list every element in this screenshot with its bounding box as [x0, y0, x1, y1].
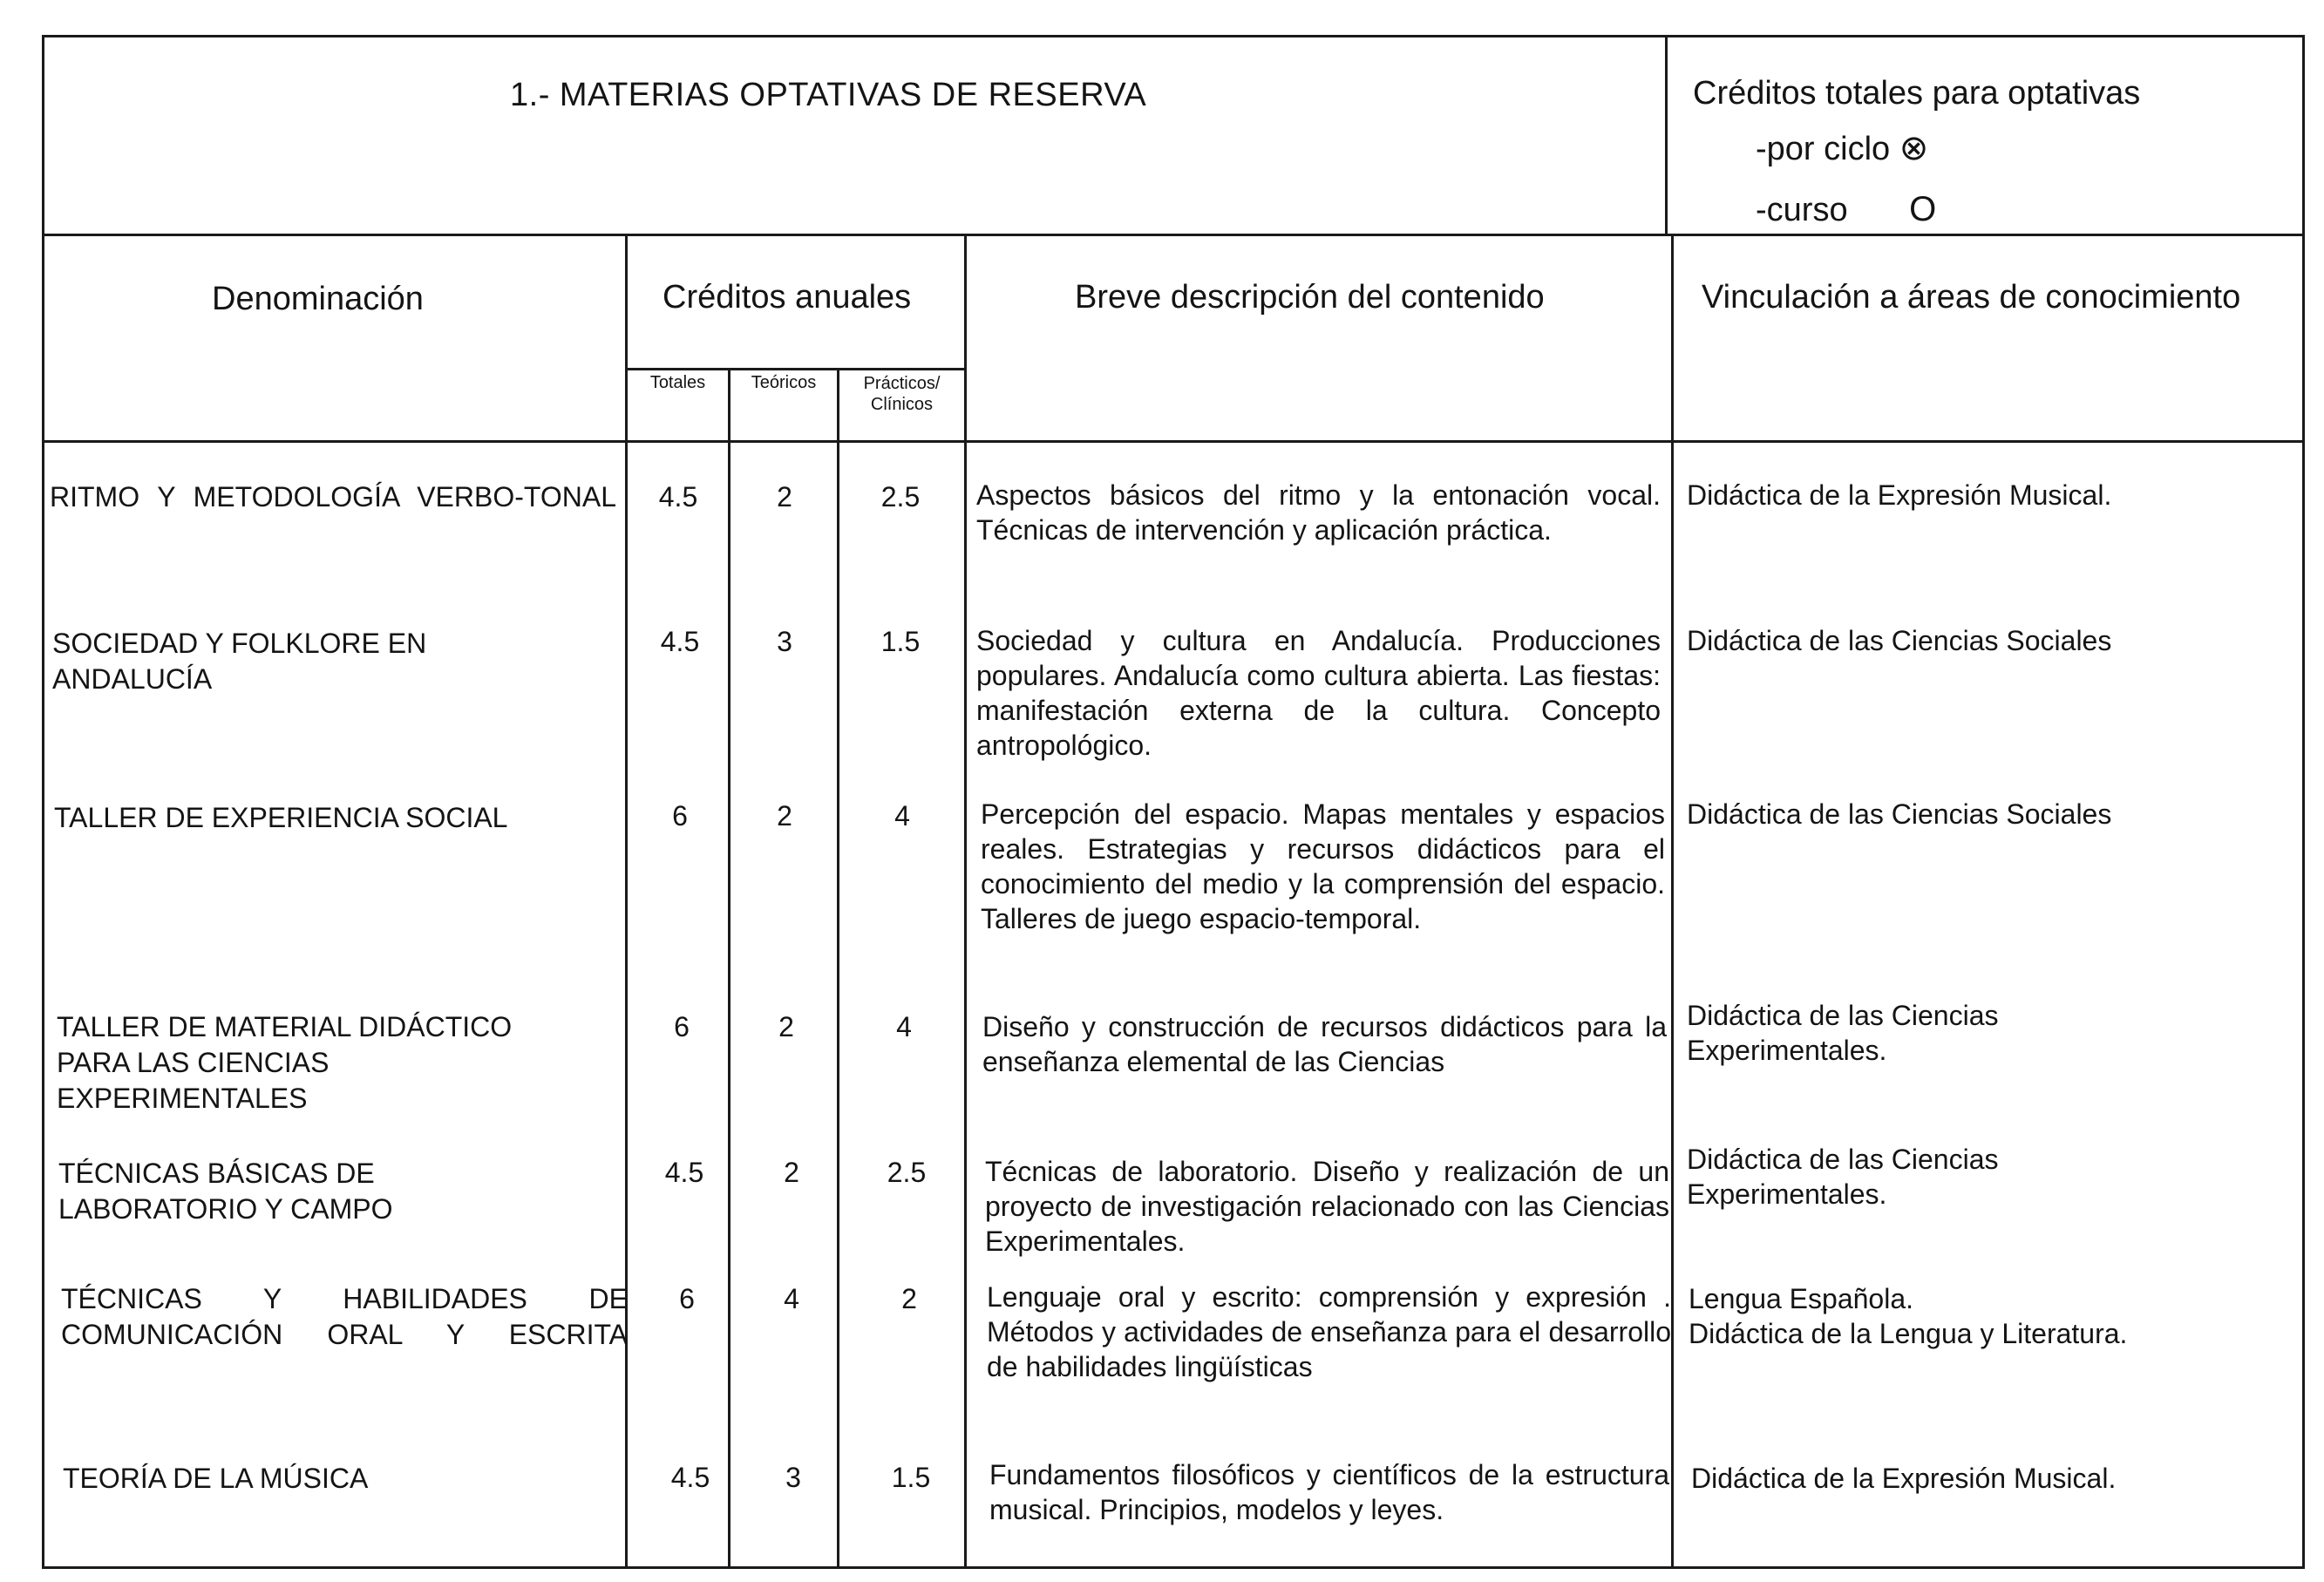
row-5-teoricos: 2	[784, 1157, 799, 1188]
row-5-totales: 4.5	[664, 1157, 704, 1188]
clinicos-label: Clínicos	[870, 395, 934, 414]
por-ciclo-option	[1756, 131, 1928, 168]
row-2-practicos: 1.5	[880, 626, 921, 657]
row-7-description: Fundamentos filosóficos y científicos de la estructura musical. Principios, modelos y leyes.	[989, 1459, 1669, 1525]
row-6-totales: 6	[679, 1283, 695, 1314]
curso-option	[1756, 192, 1936, 229]
row-7-name: TEORÍA DE LA MÚSICA	[63, 1463, 369, 1494]
row-6-area-line-2: Didáctica de la Lengua y Literatura.	[1689, 1318, 2128, 1349]
divider-header-bottom	[42, 234, 2305, 236]
row-5-description: Técnicas de laboratorio. Diseño y realización de un proyecto de investigación relacionado con las Ciencias Experimentales.	[985, 1156, 1669, 1257]
por-ciclo-label: -por ciclo	[1756, 131, 1891, 167]
row-1-teoricos: 2	[777, 481, 792, 513]
divider-col-totales	[728, 368, 730, 1569]
row-6-description: Lenguaje oral y escrito: comprensión y expresión . Métodos y actividades de enseñanza para el desarrollo de habilidades lingüísticas	[987, 1281, 1671, 1382]
row-2-name: SOCIEDAD Y FOLKLORE EN ANDALUCÍA	[52, 628, 427, 695]
row-6-practicos: 2	[901, 1283, 917, 1314]
divider-col-name	[625, 234, 628, 1569]
row-5-area: Didáctica de las Ciencias Experimentales.	[1687, 1144, 1999, 1210]
row-4-area: Didáctica de las Ciencias Experimentales.	[1687, 1000, 1999, 1066]
col-header-vinculacion: Vinculación a áreas de conocimiento	[1702, 279, 2241, 316]
row-3-teoricos: 2	[777, 800, 792, 832]
row-2-totales: 4.5	[660, 626, 700, 657]
divider-columns-bottom	[42, 440, 2305, 443]
col-header-creditos: Créditos anuales	[663, 279, 912, 316]
row-1-totales: 4.5	[658, 481, 698, 513]
row-7-totales: 4.5	[670, 1462, 710, 1493]
row-2-teoricos: 3	[777, 626, 792, 657]
page-title: 1.- MATERIAS OPTATIVAS DE RESERVA	[510, 77, 1147, 113]
col-header-practicos	[839, 373, 964, 415]
row-4-practicos: 4	[896, 1011, 912, 1042]
crossed-circle-icon: ⊗	[1899, 129, 1929, 167]
row-7-teoricos: 3	[785, 1462, 801, 1493]
divider-creditos-sub	[625, 368, 967, 370]
col-header-denominacion: Denominación	[212, 281, 424, 317]
row-4-totales: 6	[674, 1011, 690, 1042]
row-7-area: Didáctica de la Expresión Musical.	[1691, 1463, 2117, 1494]
curso-label: -curso	[1756, 192, 1848, 228]
row-1-name: RITMO Y METODOLOGÍA VERBO-TONAL	[50, 481, 616, 513]
divider-header-right	[1665, 35, 1668, 235]
col-header-totales: Totales	[649, 373, 706, 392]
row-4-teoricos: 2	[778, 1011, 794, 1042]
row-5-practicos: 2.5	[887, 1157, 927, 1188]
row-5-name: TÉCNICAS BÁSICAS DE LABORATORIO Y CAMPO	[58, 1158, 393, 1225]
row-4-name: TALLER DE MATERIAL DIDÁCTICO PARA LAS CIENCIAS EXPERIMENTALES	[57, 1011, 513, 1114]
row-6-area-line-1: Lengua Española.	[1689, 1283, 1913, 1314]
row-3-totales: 6	[672, 800, 688, 832]
row-7-practicos: 1.5	[891, 1462, 931, 1493]
row-6-area	[1689, 1281, 2299, 1351]
divider-col-creditos	[964, 234, 967, 1569]
row-3-name: TALLER DE EXPERIENCIA SOCIAL	[54, 802, 508, 833]
row-3-description: Percepción del espacio. Mapas mentales y espacios reales. Estrategias y recursos didácticos para el conocimiento del medio y la comprensión del espacio. Talleres de juego espacio-temporal.	[981, 798, 1665, 934]
credits-title: Créditos totales para optativas	[1693, 75, 2141, 112]
divider-col-teoricos	[837, 368, 839, 1569]
row-6-name: TÉCNICAS Y HABILIDADES DE COMUNICACIÓN ORAL Y ESCRITA	[61, 1283, 628, 1350]
row-1-practicos: 2.5	[880, 481, 921, 513]
row-4-description: Diseño y construcción de recursos didácticos para la enseñanza elemental de las Ciencias	[982, 1011, 1667, 1077]
practicos-label: Prácticos/	[863, 374, 941, 393]
col-header-teoricos: Teóricos	[751, 373, 817, 392]
row-1-area: Didáctica de la Expresión Musical.	[1687, 479, 2112, 511]
row-2-area: Didáctica de las Ciencias Sociales	[1687, 625, 2112, 656]
col-header-descripcion: Breve descripción del contenido	[1075, 279, 1545, 316]
row-6-teoricos: 4	[784, 1283, 799, 1314]
row-2-description: Sociedad y cultura en Andalucía. Producciones populares. Andalucía como cultura abierta. Las fiestas: manifestación externa de la cultura. Concepto antropológico.	[976, 625, 1661, 761]
empty-circle-icon: O	[1909, 190, 1937, 228]
row-3-area: Didáctica de las Ciencias Sociales	[1687, 798, 2112, 830]
row-1-description: Aspectos básicos del ritmo y la entonación vocal. Técnicas de intervención y aplicación práctica.	[976, 479, 1661, 546]
divider-col-desc	[1671, 234, 1674, 1569]
row-3-practicos: 4	[894, 800, 910, 832]
